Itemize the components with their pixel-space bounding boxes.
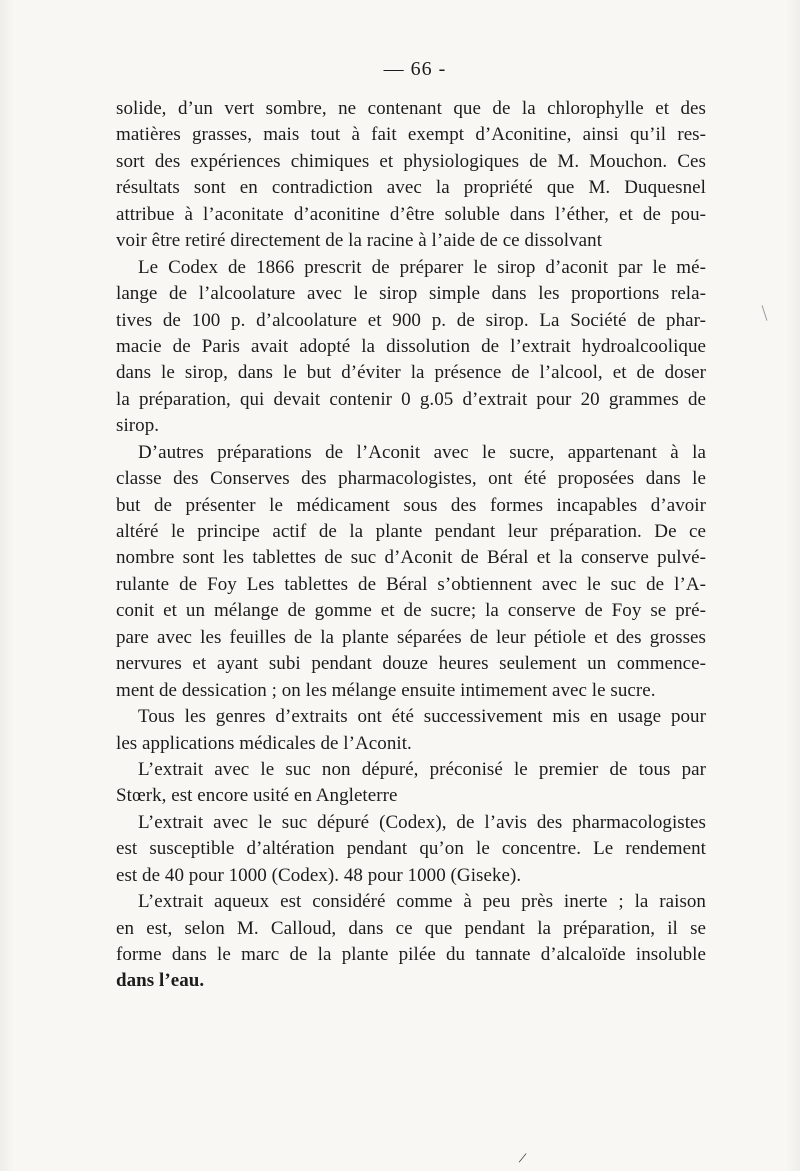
text-line: résultats sont en contradiction avec la propriété que M. Duquesnel [116, 177, 706, 199]
text-line: dans le sirop, dans le but d’éviter la présence de l’alcool, et de doser [116, 362, 706, 384]
body-text [116, 96, 706, 995]
paragraph-start: L’extrait avec le suc dépuré (Codex), de l’avis des pharmacologistes [138, 811, 706, 833]
text-line: nombre sont les tablettes de suc d’Aconit de Béral et la conserve pulvé- [116, 547, 706, 569]
text-line: tives de 100 p. d’alcoolature et 900 p. de sirop. La Société de phar- [116, 309, 706, 331]
text-line: pare avec les feuilles de la plante séparées de leur pétiole et des grosses [116, 626, 706, 648]
stray-pen-mark: / [517, 1149, 528, 1168]
text-line: altéré le principe actif de la plante pendant leur préparation. De ce [116, 521, 706, 542]
text-line: est de 40 pour 1000 (Codex). 48 pour 1000 (Giseke). [116, 864, 522, 886]
text-line: rulante de Foy Les tablettes de Béral s’obtiennent avec le suc de l’A- [116, 573, 706, 595]
text-line: dans l’eau. [116, 970, 205, 992]
text-line: en est, selon M. Calloud, dans ce que pendant la préparation, il se [116, 917, 706, 939]
paragraph-start: Tous les genres d’extraits ont été successivement mis en usage pour [138, 706, 706, 728]
paragraph-start: L’extrait avec le suc non dépuré, préconisé le premier de tous par [138, 758, 706, 780]
text-line: attribue à l’aconitate d’aconitine d’être soluble dans l’éther, et de pou- [116, 203, 706, 225]
paragraph-start: Le Codex de 1866 prescrit de préparer le sirop d’aconit par le mé- [138, 256, 706, 278]
text-line: ment de dessication ; on les mélange ensuite intimement avec le sucre. [116, 679, 656, 701]
text-line: lange de l’alcoolature avec le sirop simple dans les proportions rela- [116, 283, 706, 305]
margin-tick-mark [762, 305, 768, 321]
text-line: sort des expériences chimiques et physiologiques de M. Mouchon. Ces [116, 150, 706, 172]
text-line: conit et un mélange de gomme et de sucre; la conserve de Foy se pré- [116, 600, 706, 622]
text-line: sirop. [116, 415, 160, 437]
text-line: classe des Conserves des pharmacologistes, ont été proposées dans le [116, 468, 706, 490]
text-line: Stœrk, est encore usité en Angleterre [116, 785, 398, 807]
page-number: — 66 - [383, 58, 447, 80]
text-line: macie de Paris avait adopté la dissolution de l’extrait hydroalcoolique [116, 335, 706, 357]
text-line: les applications médicales de l’Aconit. [116, 732, 412, 754]
text-line: but de présenter le médicament sous des formes incapables d’avoir [116, 494, 706, 516]
text-line: est susceptible d’altération pendant qu’on le concentre. Le rendement [116, 838, 706, 860]
text-line: voir être retiré directement de la racine à l’aide de ce dissolvant [116, 230, 603, 252]
text-line: solide, d’un vert sombre, ne contenant que de la chlorophylle et des [116, 98, 706, 119]
paragraph-start: D’autres préparations de l’Aconit avec le sucre, appartenant à la [138, 441, 706, 463]
text-line: la préparation, qui devait contenir 0 g.05 d’extrait pour 20 grammes de [116, 388, 706, 410]
text-line: nervures et ayant subi pendant douze heures seulement un commence- [116, 653, 706, 675]
paragraph-start: L’extrait aqueux est considéré comme à peu près inerte ; la raison [138, 891, 706, 913]
text-line: matières grasses, mais tout à fait exempt d’Aconitine, ainsi qu’il res- [116, 124, 706, 146]
text-line: forme dans le marc de la plante pilée du tannate d’alcaloïde insoluble [116, 944, 706, 965]
